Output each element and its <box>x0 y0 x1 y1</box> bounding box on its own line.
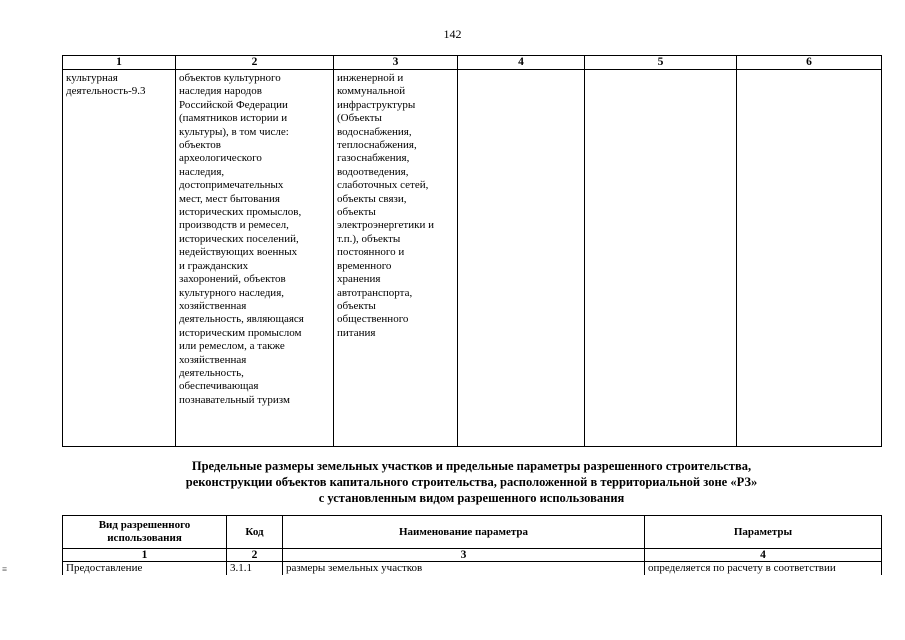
page-number: 142 <box>443 27 462 41</box>
table-header-row <box>63 516 882 549</box>
column-number: 2 <box>227 549 283 562</box>
section-title-line: реконструкции объектов капитального строительства, расположенной в территориальной зоне «РЗ» <box>185 475 758 489</box>
margin-mark: ≡ <box>2 564 8 574</box>
column-number: 4 <box>645 549 882 562</box>
column-number: 5 <box>585 56 737 70</box>
column-number: 1 <box>63 549 227 562</box>
table-cell: культурная деятельность-9.3 <box>63 70 176 447</box>
table-cell: размеры земельных участков <box>283 562 645 576</box>
column-number: 3 <box>283 549 645 562</box>
column-header: Параметры <box>645 516 882 549</box>
column-number: 4 <box>458 56 585 70</box>
table-row <box>63 70 882 447</box>
table-cell <box>458 70 585 447</box>
column-header: Наименование параметра <box>283 516 645 549</box>
table-cell: объектов культурного наследия народов Российской Федерации (памятников истории и культуры), в том числе: объектов археологического наследия, достопримечательных мест, мест бытования исторических промыслов, производств и ремесел, исторических поселений, недействующих военных и гражданских захоронений, объектов культурного наследия, хозяйственная деятельность, являющаяся историческим промыслом или ремеслом, а также хозяйственная деятельность, обеспечивающая познавательный туризм <box>176 70 334 447</box>
column-number: 1 <box>63 56 176 70</box>
table-header-row <box>63 56 882 70</box>
column-number: 6 <box>737 56 882 70</box>
column-number: 3 <box>334 56 458 70</box>
section-title-line: с установленным видом разрешенного использования <box>318 491 625 505</box>
table-cell: инженерной и коммунальной инфраструктуры (Объекты водоснабжения, теплоснабжения, газоснабжения, водоотведения, слаботочных сетей, объекты связи, объекты электроэнергетики и т.п.), объекты постоянного и временного хранения автотранспорта, объекты общественного питания <box>334 70 458 447</box>
column-header: Код <box>227 516 283 549</box>
column-number-row <box>63 549 882 562</box>
table-cell <box>737 70 882 447</box>
table-cell: Предоставление <box>63 562 227 576</box>
table-row <box>63 562 882 576</box>
table-cell <box>585 70 737 447</box>
column-header: Вид разрешенного использования <box>63 516 227 549</box>
continued-table <box>62 55 882 447</box>
table-cell: определяется по расчету в соответствии <box>645 562 882 576</box>
table-cell: 3.1.1 <box>227 562 283 576</box>
section-title-line: Предельные размеры земельных участков и предельные параметры разрешенного строительства, <box>191 459 752 473</box>
parameters-table <box>62 515 882 575</box>
section-title <box>62 458 881 506</box>
column-number: 2 <box>176 56 334 70</box>
